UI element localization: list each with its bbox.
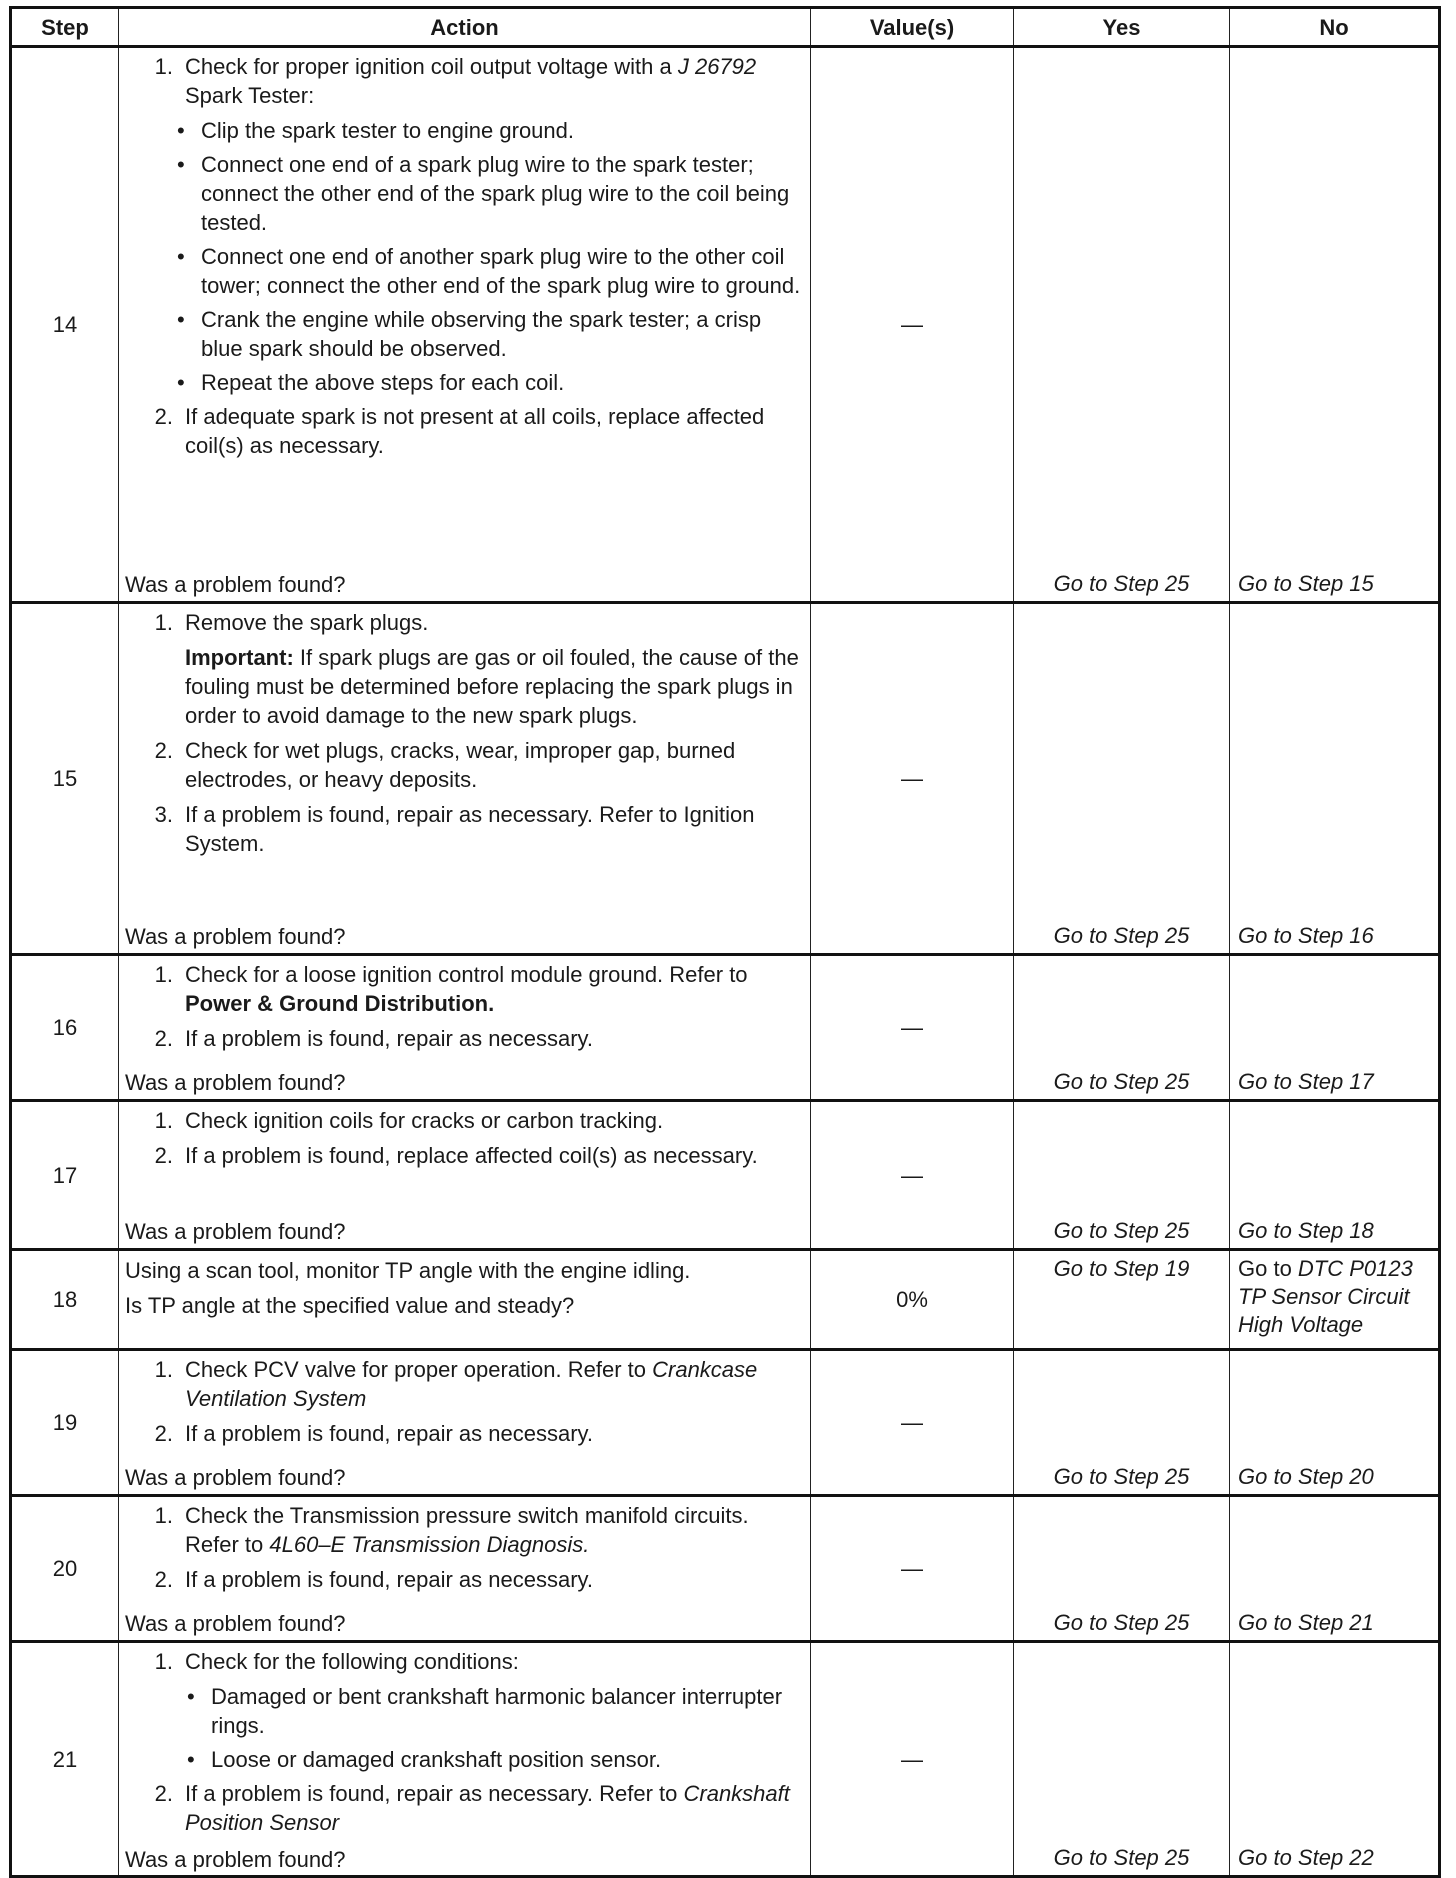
bullet-icon: •: [177, 244, 185, 269]
no-cell: [1230, 1250, 1440, 1350]
yes-cell: [1014, 1350, 1230, 1496]
no-cell: [1230, 47, 1440, 603]
question-text: Was a problem found?: [125, 1219, 346, 1244]
action-text: Remove the spark plugs.: [185, 610, 429, 635]
cross-reference[interactable]: Crankshaft Position Sensor: [185, 1781, 790, 1835]
no-goto-link[interactable]: Go to Step 18: [1238, 1218, 1374, 1243]
action-text: If a problem is found, repair as necessary.: [185, 1421, 594, 1446]
bullet-text: Loose or damaged crankshaft position sensor.: [211, 1747, 662, 1772]
yes-cell: [1014, 603, 1230, 955]
action-text: Check ignition coils for cracks or carbon tracking.: [185, 1108, 664, 1133]
item-number: 2.: [154, 1421, 173, 1446]
action-cell: [119, 1642, 811, 1877]
header-yes: Yes: [1014, 8, 1230, 47]
no-goto-link[interactable]: Go to Step 17: [1238, 1069, 1374, 1094]
diagnostic-document: [9, 6, 1438, 1878]
item-number: 2.: [154, 404, 173, 429]
bullet-text: Repeat the above steps for each coil.: [201, 370, 565, 395]
yes-goto-link[interactable]: Go to Step 25: [1053, 571, 1190, 596]
header-action: Action: [119, 8, 811, 47]
bullet-icon: •: [187, 1684, 195, 1709]
value-cell: —: [811, 47, 1014, 603]
bullet-text: Connect one end of a spark plug wire to the spark tester; connect the other end of the spark plug wire to the coil being tested.: [201, 152, 790, 235]
yes-cell: [1014, 1101, 1230, 1250]
item-number: 2.: [154, 1567, 173, 1592]
no-cell: [1230, 1101, 1440, 1250]
bullet-text: Clip the spark tester to engine ground.: [201, 118, 575, 143]
step-number: 19: [11, 1350, 119, 1496]
yes-cell: [1014, 1250, 1230, 1350]
step-number: 14: [11, 47, 119, 603]
yes-cell: [1014, 47, 1230, 603]
action-text: Check the Transmission pressure switch manifold circuits. Refer to 4L60–E Transmission Diagnosis.: [185, 1503, 749, 1557]
item-number: 1.: [154, 1108, 173, 1133]
action-text: If a problem is found, replace affected coil(s) as necessary.: [185, 1143, 758, 1168]
action-text: Check PCV valve for proper operation. Refer to Crankcase Ventilation System: [185, 1357, 758, 1411]
step-number: 15: [11, 603, 119, 955]
step-row-15: [11, 603, 1440, 955]
step-number: 20: [11, 1496, 119, 1642]
question-text: Was a problem found?: [125, 572, 346, 597]
bullet-icon: •: [187, 1747, 195, 1772]
cross-reference[interactable]: 4L60–E Transmission Diagnosis.: [269, 1532, 590, 1557]
header-no: No: [1230, 8, 1440, 47]
tool-reference: J 26792: [677, 54, 757, 79]
yes-goto-link[interactable]: Go to Step 25: [1053, 1845, 1190, 1870]
item-number: 2.: [154, 1026, 173, 1051]
header-step: Step: [11, 8, 119, 47]
item-number: 3.: [154, 802, 173, 827]
header-row: [11, 8, 1440, 47]
item-number: 1.: [154, 1357, 173, 1382]
no-cell: [1230, 1350, 1440, 1496]
value-cell: —: [811, 1496, 1014, 1642]
item-number: 2.: [154, 1781, 173, 1806]
action-cell: [119, 955, 811, 1101]
no-goto-link[interactable]: Go to Step 15: [1238, 571, 1374, 596]
step-row-21: [11, 1642, 1440, 1877]
no-goto-link[interactable]: Go to Step 20: [1238, 1464, 1374, 1489]
bullet-text: Crank the engine while observing the spark tester; a crisp blue spark should be observed.: [201, 307, 762, 361]
value-cell: —: [811, 603, 1014, 955]
action-text: Check for proper ignition coil output voltage with a J 26792 Spark Tester:: [185, 54, 757, 108]
action-text: If a problem is found, repair as necessary. Refer to Ignition System.: [185, 802, 755, 856]
item-number: 1.: [154, 1503, 173, 1528]
item-number: 1.: [154, 1649, 173, 1674]
step-number: 16: [11, 955, 119, 1101]
action-text: If a problem is found, repair as necessary.: [185, 1567, 594, 1592]
no-cell: [1230, 1642, 1440, 1877]
step-row-16: [11, 955, 1440, 1101]
step-row-19: [11, 1350, 1440, 1496]
question-text: Was a problem found?: [125, 1070, 346, 1095]
value-cell: —: [811, 1101, 1014, 1250]
important-label: Important:: [185, 645, 294, 670]
no-goto-link[interactable]: Go to Step 21: [1238, 1610, 1374, 1635]
step-number: 21: [11, 1642, 119, 1877]
value-cell: —: [811, 1642, 1014, 1877]
bullet-icon: •: [177, 118, 185, 143]
bullet-icon: •: [177, 307, 185, 332]
yes-cell: [1014, 955, 1230, 1101]
action-cell: [119, 1101, 811, 1250]
yes-cell: [1014, 1642, 1230, 1877]
item-number: 2.: [154, 738, 173, 763]
step-row-17: [11, 1101, 1440, 1250]
no-goto-link[interactable]: Go to DTC P0123 TP Sensor Circuit High Voltage: [1238, 1256, 1413, 1337]
action-text: If a problem is found, repair as necessary.: [185, 1026, 594, 1051]
action-text: Check for a loose ignition control module ground. Refer to Power & Ground Distribution.: [185, 962, 748, 1016]
item-number: 2.: [154, 1143, 173, 1168]
question-text: Is TP angle at the specified value and steady?: [125, 1293, 575, 1318]
step-number: 17: [11, 1101, 119, 1250]
value-cell: —: [811, 955, 1014, 1101]
value-cell: 0%: [811, 1250, 1014, 1350]
action-text: Check for the following conditions:: [185, 1649, 519, 1674]
no-cell: [1230, 955, 1440, 1101]
action-text: Using a scan tool, monitor TP angle with the engine idling.: [125, 1258, 691, 1283]
action-text: If a problem is found, repair as necessary. Refer to Crankshaft Position Sensor: [185, 1781, 790, 1835]
no-cell: [1230, 603, 1440, 955]
yes-goto-link[interactable]: Go to Step 25: [1053, 1069, 1190, 1094]
bullet-icon: •: [177, 152, 185, 177]
yes-goto-link[interactable]: Go to Step 25: [1053, 1464, 1190, 1489]
step-row-20: [11, 1496, 1440, 1642]
action-cell: [119, 1350, 811, 1496]
question-text: Was a problem found?: [125, 924, 346, 949]
question-text: Was a problem found?: [125, 1611, 346, 1636]
bullet-text: Connect one end of another spark plug wire to the other coil tower; connect the other end of the spark plug wire to ground.: [201, 244, 801, 298]
action-cell: [119, 1496, 811, 1642]
yes-goto-link[interactable]: Go to Step 25: [1053, 1610, 1190, 1635]
bullet-text: Damaged or bent crankshaft harmonic balancer interrupter rings.: [211, 1684, 783, 1738]
step-row-14: [11, 47, 1440, 603]
no-goto-link[interactable]: Go to Step 16: [1238, 923, 1374, 948]
action-cell: [119, 1250, 811, 1350]
question-text: Was a problem found?: [125, 1465, 346, 1490]
action-text: If adequate spark is not present at all coils, replace affected coil(s) as necessary.: [185, 404, 765, 458]
action-cell: [119, 603, 811, 955]
value-cell: —: [811, 1350, 1014, 1496]
diagnostic-table: [9, 6, 1441, 1878]
step-row-18: [11, 1250, 1440, 1350]
yes-goto-link[interactable]: Go to Step 25: [1053, 1218, 1190, 1243]
cross-reference[interactable]: Crankcase Ventilation System: [185, 1357, 758, 1411]
no-goto-link[interactable]: Go to Step 22: [1238, 1845, 1374, 1870]
item-number: 1.: [154, 962, 173, 987]
yes-cell: [1014, 1496, 1230, 1642]
action-text: Check for wet plugs, cracks, wear, improper gap, burned electrodes, or heavy deposits.: [185, 738, 736, 792]
header-values: Value(s): [811, 8, 1014, 47]
yes-goto-link[interactable]: Go to Step 19: [1053, 1256, 1190, 1281]
bullet-icon: •: [177, 370, 185, 395]
question-text: Was a problem found?: [125, 1847, 346, 1872]
cross-reference[interactable]: Power & Ground Distribution.: [185, 991, 495, 1016]
item-number: 1.: [154, 610, 173, 635]
action-cell: [119, 47, 811, 603]
step-number: 18: [11, 1250, 119, 1350]
item-number: 1.: [154, 54, 173, 79]
no-cell: [1230, 1496, 1440, 1642]
important-note: Important: If spark plugs are gas or oil fouled, the cause of the fouling must be determined before replacing the spark plugs in order to avoid damage to the new spark plugs.: [185, 645, 799, 728]
yes-goto-link[interactable]: Go to Step 25: [1053, 923, 1190, 948]
